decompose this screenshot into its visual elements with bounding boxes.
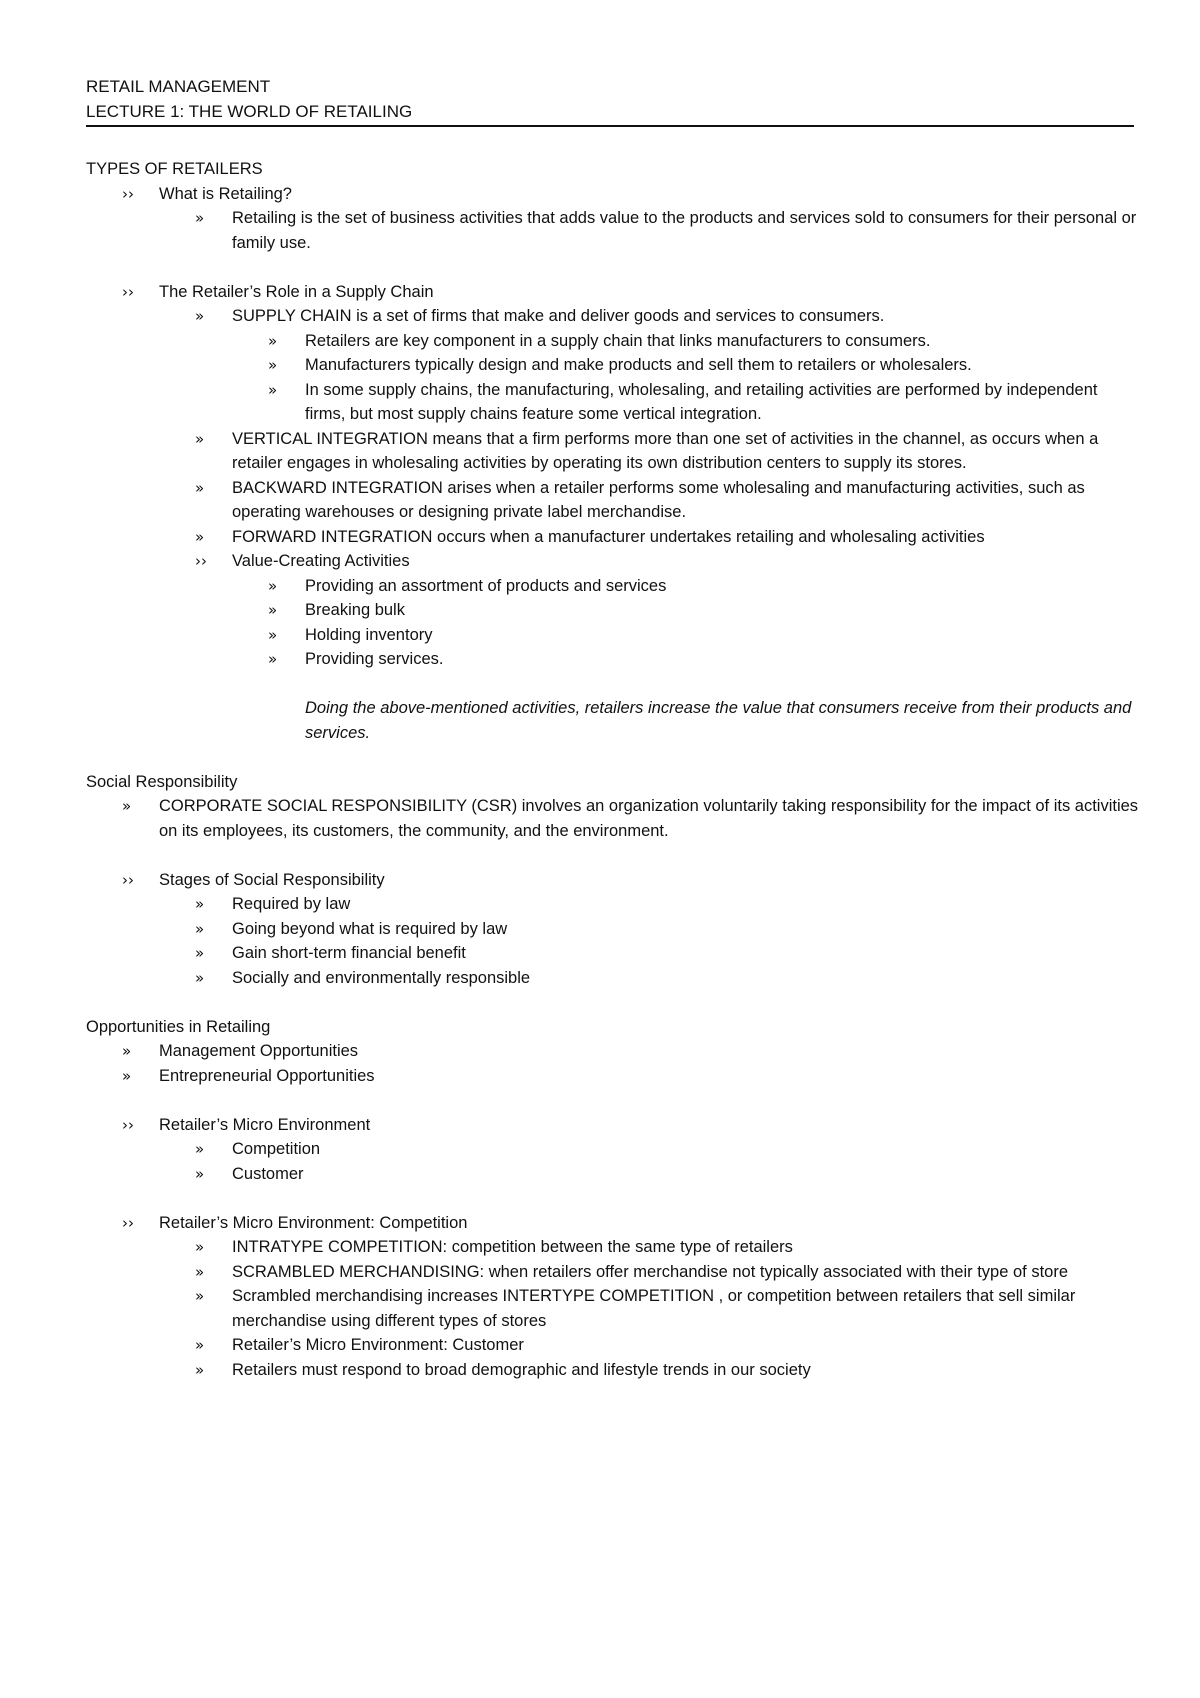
- list-item: [86, 647, 1141, 672]
- item-text: SCRAMBLED MERCHANDISING: when retailers offer merchandise not typically associated with their type of store: [232, 1262, 1069, 1281]
- list-item: [86, 966, 1141, 991]
- list-item: [86, 892, 1141, 917]
- list-item: [86, 1333, 1141, 1358]
- bullet-marker: »: [195, 307, 205, 325]
- item-text: Manufacturers typically design and make products and sell them to retailers or wholesalers.: [305, 356, 972, 374]
- bullet-marker: »: [268, 601, 278, 619]
- item-text: SUPPLY CHAIN is a set of firms that make and deliver goods and services to consumers.: [232, 307, 885, 325]
- item-text: Retailer’s Micro Environment: [159, 1115, 371, 1134]
- spacer: [86, 745, 1141, 770]
- bullet-marker: »: [195, 1287, 205, 1305]
- list-item: [86, 378, 1141, 427]
- spacer: [86, 1088, 1141, 1113]
- bullet-marker: »: [195, 919, 205, 938]
- item-text: The Retailer’s Role in a Supply Chain: [159, 282, 434, 301]
- list-item: [86, 1064, 1141, 1089]
- list-item: [86, 1358, 1141, 1383]
- list-item: [86, 1211, 1141, 1236]
- header-rule: [86, 125, 1134, 127]
- item-text: Management Opportunities: [159, 1042, 359, 1060]
- list-item: [86, 280, 1141, 305]
- item-text: Competition: [232, 1140, 321, 1158]
- lecture-title: LECTURE 1: THE WORLD OF RETAILING: [86, 102, 413, 121]
- spacer: [86, 255, 1141, 280]
- bullet-marker: »: [195, 478, 205, 497]
- spacer: [86, 1186, 1141, 1211]
- item-text: CORPORATE SOCIAL RESPONSIBILITY (CSR) involves an organization voluntarily taking responsibility for the impact of its activities on its employees, its customers, the community, and the environment.: [159, 797, 1139, 840]
- course-title: RETAIL MANAGEMENT: [86, 77, 271, 96]
- item-text: FORWARD INTEGRATION occurs when a manufacturer undertakes retailing and wholesaling activities: [232, 527, 985, 546]
- item-text: Socially and environmentally responsible: [232, 968, 531, 987]
- bullet-marker: »: [195, 209, 205, 227]
- item-text: Stages of Social Responsibility: [159, 870, 385, 889]
- list-item: [86, 917, 1141, 942]
- spacer: [86, 672, 1141, 697]
- list-item: [86, 1113, 1141, 1138]
- bullet-marker: »: [122, 1066, 132, 1085]
- item-text: In some supply chains, the manufacturing, wholesaling, and retailing activities are performed by independent firms, but most supply chains feature some vertical integration.: [305, 380, 1098, 423]
- item-text: Customer: [232, 1164, 304, 1183]
- bullet-marker: »: [195, 1262, 205, 1281]
- bullet-marker: »: [122, 797, 132, 815]
- bullet-marker: »: [195, 1140, 205, 1158]
- item-text: Value-Creating Activities: [232, 552, 410, 570]
- list-item: [86, 182, 1141, 207]
- bullet-marker: ››: [122, 1213, 134, 1232]
- section-title-social: Social Responsibility: [86, 772, 238, 791]
- bullet-marker: »: [122, 1042, 132, 1060]
- item-text: Going beyond what is required by law: [232, 919, 508, 938]
- bullet-marker: »: [195, 1238, 205, 1256]
- item-text: Breaking bulk: [305, 601, 405, 619]
- list-item: [86, 304, 1141, 329]
- item-text: Retailer’s Micro Environment: Competition: [159, 1213, 468, 1232]
- item-text: Retailers are key component in a supply chain that links manufacturers to consumers.: [305, 331, 931, 350]
- bullet-marker: »: [268, 625, 278, 644]
- bullet-marker: »: [268, 576, 278, 595]
- item-text: VERTICAL INTEGRATION means that a firm performs more than one set of activities in the channel, as occurs when a retailer engages in wholesaling activities by operating its own distribution centers to supply its stores.: [232, 429, 1099, 472]
- bullet-marker: »: [268, 356, 278, 374]
- bullet-marker: »: [268, 650, 278, 668]
- list-item: [86, 525, 1141, 550]
- spacer: [86, 990, 1141, 1015]
- bullet-marker: ››: [122, 870, 134, 889]
- bullet-marker: »: [268, 331, 278, 350]
- spacer: [86, 843, 1141, 868]
- list-item: [86, 868, 1141, 893]
- bullet-marker: »: [268, 380, 278, 399]
- list-item: [86, 574, 1141, 599]
- bullet-marker: »: [195, 1360, 205, 1379]
- item-text: Entrepreneurial Opportunities: [159, 1066, 375, 1085]
- item-text: BACKWARD INTEGRATION arises when a retailer performs some wholesaling and manufacturing activities, such as operating warehouses or designing private label merchandise.: [232, 478, 1085, 521]
- value-note: Doing the above-mentioned activities, retailers increase the value that consumers receive from their products and services.: [305, 699, 1132, 742]
- item-text: Holding inventory: [305, 625, 433, 644]
- item-text: Retailer’s Micro Environment: Customer: [232, 1336, 524, 1354]
- list-item: [86, 427, 1141, 476]
- list-item: [86, 1039, 1141, 1064]
- document-body: [86, 157, 1141, 1382]
- document-header: [86, 74, 1134, 124]
- list-item: [86, 1235, 1141, 1260]
- item-text: What is Retailing?: [159, 184, 292, 203]
- item-text: Retailers must respond to broad demographic and lifestyle trends in our society: [232, 1360, 811, 1379]
- list-item: [86, 353, 1141, 378]
- list-item: [86, 1162, 1141, 1187]
- list-item: [86, 476, 1141, 525]
- bullet-marker: »: [195, 895, 205, 913]
- list-item: [86, 794, 1141, 843]
- item-text: Providing services.: [305, 650, 444, 668]
- bullet-marker: ››: [122, 1115, 134, 1134]
- bullet-marker: »: [195, 968, 205, 987]
- bullet-marker: »: [195, 1336, 205, 1354]
- list-item: [86, 1284, 1141, 1333]
- bullet-marker: ››: [122, 282, 134, 301]
- section-title-opportunities: Opportunities in Retailing: [86, 1017, 271, 1036]
- section-title-types: TYPES OF RETAILERS: [86, 160, 263, 178]
- item-text: Retailing is the set of business activities that adds value to the products and services sold to consumers for their personal or family use.: [232, 209, 1137, 252]
- list-item: [86, 623, 1141, 648]
- item-text: INTRATYPE COMPETITION: competition between the same type of retailers: [232, 1238, 793, 1256]
- bullet-marker: ››: [122, 184, 134, 203]
- bullet-marker: »: [195, 527, 205, 546]
- list-item: [86, 598, 1141, 623]
- item-text: Scrambled merchandising increases INTERTYPE COMPETITION , or competition between retailers that sell similar merchandise using different types of stores: [232, 1287, 1076, 1330]
- item-text: Required by law: [232, 895, 351, 913]
- list-item: [86, 1137, 1141, 1162]
- bullet-marker: ››: [195, 552, 207, 570]
- list-item: [86, 549, 1141, 574]
- bullet-marker: »: [195, 429, 205, 448]
- list-item: [86, 1260, 1141, 1285]
- item-text: Providing an assortment of products and services: [305, 576, 667, 595]
- bullet-marker: »: [195, 944, 205, 962]
- list-item: [86, 329, 1141, 354]
- list-item: [86, 206, 1141, 255]
- item-text: Gain short-term financial benefit: [232, 944, 466, 962]
- list-item: [86, 941, 1141, 966]
- bullet-marker: »: [195, 1164, 205, 1183]
